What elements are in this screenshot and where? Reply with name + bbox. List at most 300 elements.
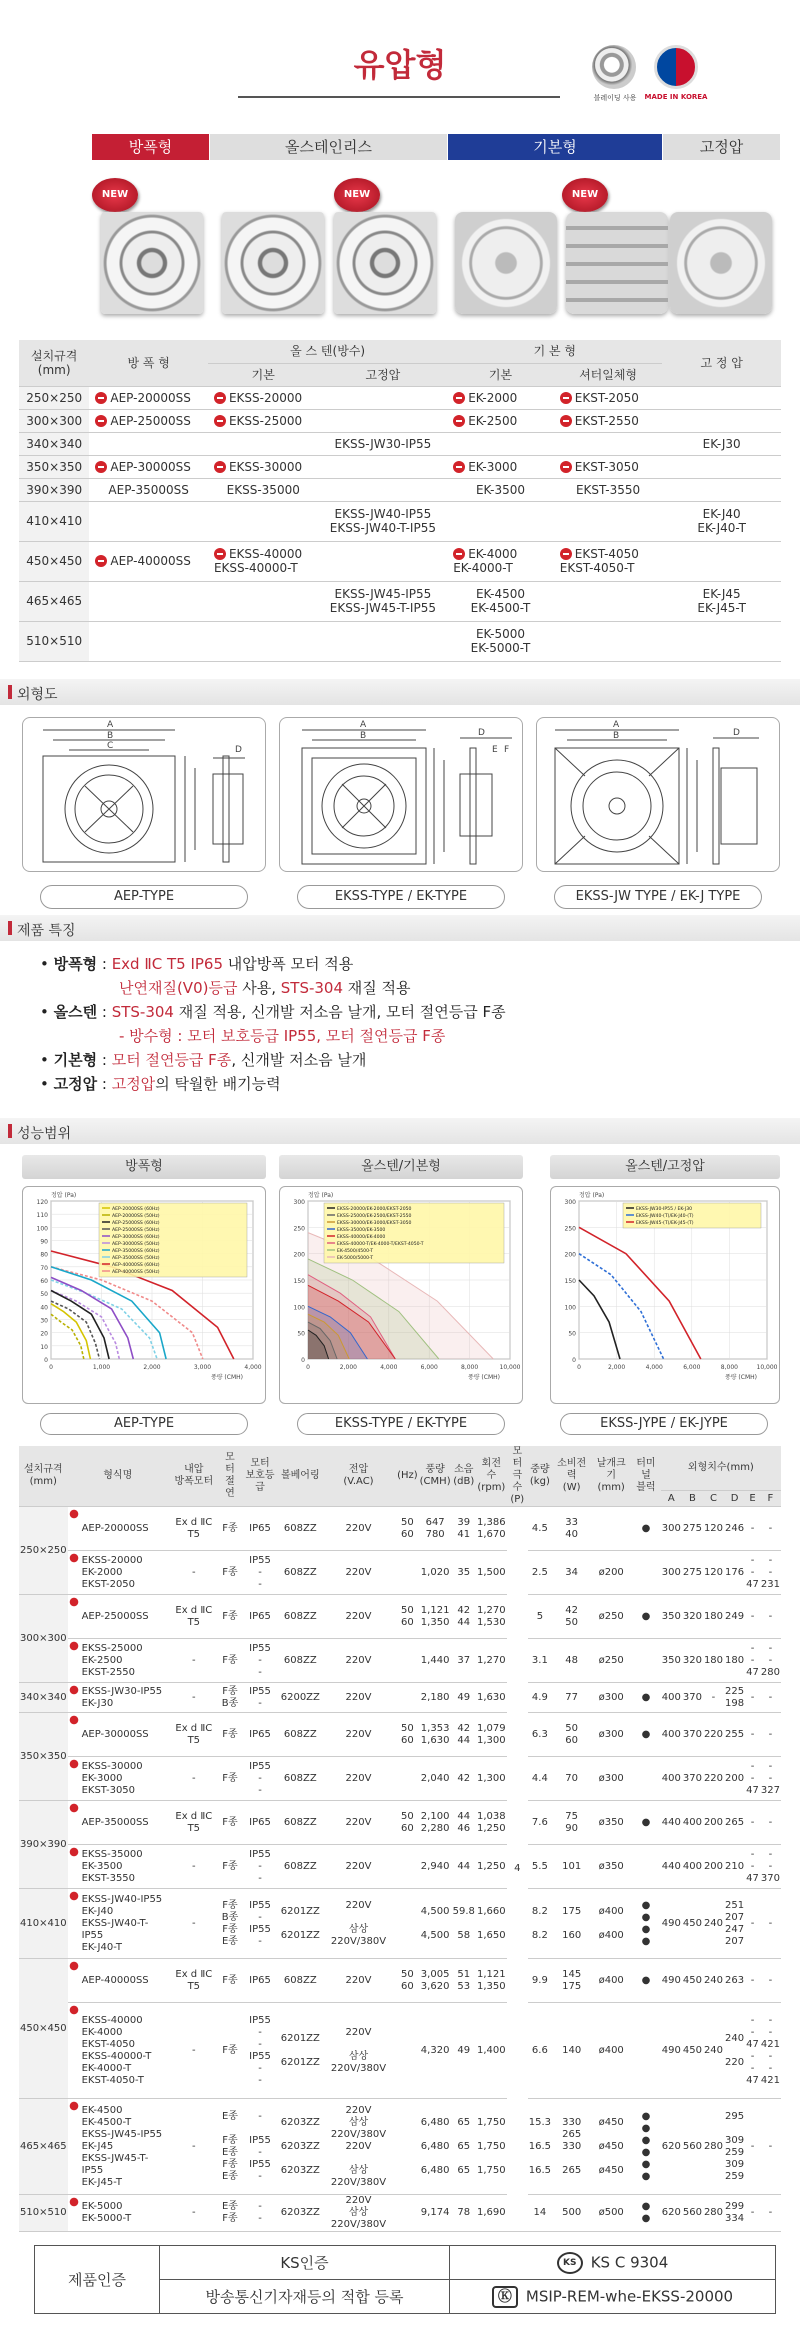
spec-cls: F종 (220, 1551, 241, 1595)
dim-a: A (107, 720, 114, 730)
y-tick-label: 0 (572, 1357, 576, 1364)
spec-hz (396, 1845, 419, 1889)
spec-a: 490 (661, 1889, 682, 1959)
spec-e: - (745, 1959, 760, 2003)
title-underline (238, 96, 560, 98)
legend-entry: AEP-30000SS (60Hz) (112, 1235, 160, 1240)
spec-ip: IP55 - (240, 1683, 279, 1713)
model-cell (89, 581, 208, 621)
feature-text: 모터 절연등급 F종 (111, 1051, 232, 1069)
legend-entry: AEP-35000SS (60Hz) (112, 1249, 160, 1254)
model-cell (447, 386, 554, 409)
spec-a: 490 (661, 1959, 682, 2003)
spec-kg: 2.5 (528, 1551, 552, 1595)
spec-brg: 6200ZZ (280, 1683, 321, 1713)
spec-d: 240 220 (724, 2003, 745, 2099)
model-cell (208, 541, 319, 581)
x-tick-label: 2,000 (143, 1364, 161, 1371)
feature-text: 고정압 (111, 1075, 156, 1093)
cert-kc-value: MSIP-REM-whe-EKSS-20000 (525, 2287, 734, 2305)
y-tick-label: 40 (40, 1304, 48, 1312)
model-cell (89, 409, 208, 432)
spec-tb (631, 1757, 661, 1801)
model-name: EKSS-25000 (228, 413, 303, 428)
spec-b: 370 (682, 1713, 703, 1757)
spec-d: 295 309 259 309 259 (724, 2099, 745, 2195)
model-cell: 250×250 (19, 386, 89, 409)
product-image-ekst (566, 212, 668, 314)
spec-name: EK-4500 EK-4500-T EKSS-JW45-IP55 EK-J45 EKSS-JW45-T-IP55 EK-J45-T (68, 2099, 168, 2195)
model-cell (208, 386, 319, 409)
perf-title-stainless-hp: 올스텐/고정압 (550, 1155, 780, 1179)
spec-b: 560 (682, 2099, 703, 2195)
spec-tb: ● (631, 1713, 661, 1757)
spec-c: 120 (703, 1551, 724, 1595)
model-cell (554, 581, 663, 621)
dim-c: C (107, 741, 114, 751)
spec-header: 터미널 블럭 (631, 1446, 661, 1507)
model-name: AEP-20000SS (110, 390, 191, 405)
spec-row (19, 1889, 781, 1959)
x-tick-label: 0 (49, 1364, 53, 1371)
spec-tb: ● ● ● ● (631, 1889, 661, 1959)
model-mark-icon (560, 548, 572, 560)
spec-rpm: 1,386 1,670 (476, 1507, 507, 1551)
spec-rpm: 1,400 (476, 2003, 507, 2099)
spec-v: 220V (321, 1683, 396, 1713)
legend-entry: EKSS-JW30-IP55 / EK-J30 (636, 1207, 693, 1212)
spec-hz: 50 60 (396, 1959, 419, 2003)
spec-c: 240 (703, 1959, 724, 2003)
made-in-korea-caption: MADE IN KOREA (644, 93, 708, 101)
feature-label: 올스텐 (53, 1003, 98, 1021)
spec-f: - - 421 - - 421 (760, 2003, 781, 2099)
spec-ip: IP65 (240, 1713, 279, 1757)
spec-b: 320 (682, 1595, 703, 1639)
section-performance-title: 성능범위 (17, 1126, 72, 1142)
spec-a: 350 (661, 1639, 682, 1683)
model-cell (208, 621, 319, 661)
new-badge: NEW (562, 178, 608, 212)
spec-f: - (760, 2195, 781, 2232)
spec-e: - (745, 1889, 760, 1959)
x-tick-label: 8,000 (720, 1364, 738, 1371)
spec-cmh: 1,020 (419, 1551, 452, 1595)
feature-text: , 신개발 저소음 날개 (231, 1051, 367, 1069)
spec-ex: - (168, 1639, 220, 1683)
spec-ip: - IP55 - IP55 - (240, 2099, 279, 2195)
model-cell (554, 541, 663, 581)
x-tick-label: 4,000 (380, 1364, 398, 1371)
spec-tb (631, 1845, 661, 1889)
spec-blade: ø400 (591, 1959, 631, 2003)
spec-tb: ● (631, 1959, 661, 2003)
col-high-pressure: 고 정 압 (662, 340, 781, 386)
model-mark-icon (214, 548, 226, 560)
feature-label: 방폭형 (53, 955, 98, 973)
spec-f: - - 327 (760, 1757, 781, 1801)
spec-cmh: 1,440 (419, 1639, 452, 1683)
spec-f: - (760, 2099, 781, 2195)
model-name: EKSS-40000 EKSS-40000-T (213, 547, 303, 575)
spec-a: 620 (661, 2099, 682, 2195)
model-mark-icon (214, 415, 226, 427)
feature-basic: • 기본형 : 모터 절연등급 F종, 신개발 저소음 날개 (40, 1051, 367, 1069)
spec-v: 220V (321, 1639, 396, 1683)
blading-logo-caption: 블레이딩 사용 (593, 94, 637, 102)
spec-hz (396, 2099, 419, 2195)
legend-entry: EKSS-40000/EK-4000 (337, 1235, 386, 1240)
spec-size: 510×510 (19, 2195, 68, 2232)
spec-hz (396, 1551, 419, 1595)
spec-db: 65 65 65 (452, 2099, 476, 2195)
spec-header-dim: F (760, 1491, 781, 1507)
spec-db: 42 (452, 1757, 476, 1801)
model-cell: EK-4500 EK-4500-T (447, 581, 554, 621)
spec-d: 246 (724, 1507, 745, 1551)
model-cell: 390×390 (19, 478, 89, 501)
spec-cmh: 2,100 2,280 (419, 1801, 452, 1845)
spec-w: 50 60 (552, 1713, 591, 1757)
spec-b: 560 (682, 2195, 703, 2232)
spec-rpm: 1,038 1,250 (476, 1801, 507, 1845)
spec-hz (396, 1757, 419, 1801)
model-mark-icon (95, 415, 107, 427)
spec-v: 220V (321, 1845, 396, 1889)
spec-hz (396, 2003, 419, 2099)
spec-w: 500 (552, 2195, 591, 2232)
perf-chart-box-0 (22, 1186, 266, 1404)
spec-c: - (703, 1683, 724, 1713)
model-cell (662, 541, 781, 581)
spec-row (19, 1639, 781, 1683)
spec-db: 59.8 58 (452, 1889, 476, 1959)
spec-db: 44 (452, 1845, 476, 1889)
x-tick-label: 2,000 (608, 1364, 626, 1371)
spec-header-dim: E (745, 1491, 760, 1507)
feature-text: - 방수형 : 모터 보호등급 IP55, 모터 절연등급 F종 (119, 1027, 446, 1045)
model-mark-icon (453, 415, 465, 427)
cert-ks-name: KS인증 (160, 2246, 450, 2280)
model-cell (319, 386, 448, 409)
model-cell (662, 621, 781, 661)
model-cell (447, 409, 554, 432)
spec-table (19, 1446, 781, 2232)
diagram-ekss (279, 717, 523, 872)
model-cell (89, 541, 208, 581)
spec-size: 300×300 (19, 1595, 68, 1683)
section-features-title: 제품 특징 (17, 923, 76, 939)
spec-rpm: 1,660 1,650 (476, 1889, 507, 1959)
model-name: EKST-4050 EKST-4050-T (559, 547, 639, 575)
spec-ex: Ex d ⅡC T5 (168, 1713, 220, 1757)
spec-cmh: 2,180 (419, 1683, 452, 1713)
spec-header: 소음 (dB) (452, 1446, 476, 1507)
model-cell (554, 501, 663, 541)
spec-size: 450×450 (19, 1959, 68, 2099)
spec-size: 390×390 (19, 1801, 68, 1889)
spec-e: - - 47 (745, 1757, 760, 1801)
spec-db: 35 (452, 1551, 476, 1595)
model-name: EKST-2550 (574, 413, 639, 428)
spec-kg: 5.5 (528, 1845, 552, 1889)
spec-name: EKSS-40000 EK-4000 EKST-4050 EKSS-40000-T EK-4000-T EKST-4050-T (68, 2003, 168, 2099)
spec-b: 275 (682, 1551, 703, 1595)
spec-ip: IP55 - - (240, 1757, 279, 1801)
spec-e: - - 47 - - 47 (745, 2003, 760, 2099)
diagram-ekss-jw-drawing (537, 718, 781, 873)
y-tick-label: 0 (301, 1357, 305, 1364)
blading-logo (592, 45, 636, 89)
legend-entry: EKSS-JW40-(T)/EK-J40-(T) (636, 1214, 694, 1219)
feature-text: 재질 적용, 신개발 저소음 날개, 모터 절연등급 F종 (178, 1003, 506, 1021)
product-image-ek-j (670, 212, 772, 314)
spec-hz: 50 60 (396, 1713, 419, 1757)
y-tick-label: 50 (568, 1330, 576, 1338)
spec-cmh: 1,121 1,350 (419, 1595, 452, 1639)
spec-kg: 5 (528, 1595, 552, 1639)
x-tick-label: 3,000 (193, 1364, 212, 1371)
model-cell: EK-J40 EK-J40-T (662, 501, 781, 541)
cert-ks-value: KS C 9304 (590, 2253, 669, 2271)
spec-header: 회전수 (rpm) (476, 1446, 507, 1507)
model-cell: 340×340 (19, 432, 89, 455)
spec-name: EKSS-20000 EK-2000 EKST-2050 (68, 1551, 168, 1595)
spec-e: - - 47 (745, 1551, 760, 1595)
spec-kg: 4.4 (528, 1757, 552, 1801)
spec-f: - (760, 1595, 781, 1639)
x-tick-label: 10,000 (756, 1364, 778, 1371)
spec-ip: IP55 - - (240, 1845, 279, 1889)
legend-entry: AEP-40000SS (50Hz) (112, 1270, 160, 1275)
spec-db: 42 44 (452, 1713, 476, 1757)
feature-text: STS-304 (111, 1003, 174, 1021)
spec-kg: 9.9 (528, 1959, 552, 2003)
spec-hz: 50 60 (396, 1801, 419, 1845)
spec-d: 200 (724, 1757, 745, 1801)
spec-a: 350 (661, 1595, 682, 1639)
spec-ip: IP65 (240, 1595, 279, 1639)
spec-ex: Ex d ⅡC T5 (168, 1959, 220, 2003)
x-axis-label: 풍량 (CMH) (210, 1374, 243, 1381)
spec-e: - (745, 2195, 760, 2232)
spec-cmh: 1,353 1,630 (419, 1713, 452, 1757)
model-mark-icon (453, 461, 465, 473)
spec-w: 140 (552, 2003, 591, 2099)
spec-poles: 4 (507, 1507, 528, 2232)
spec-blade: ø250 (591, 1639, 631, 1683)
spec-e: - (745, 1595, 760, 1639)
spec-brg: 608ZZ (280, 1801, 321, 1845)
spec-c: 240 (703, 2003, 724, 2099)
spec-ex: - (168, 1683, 220, 1713)
spec-rpm: 1,250 (476, 1845, 507, 1889)
perf-chart-box-2 (550, 1186, 780, 1404)
y-tick-label: 50 (40, 1291, 48, 1299)
model-cell (89, 432, 208, 455)
spec-kg: 3.1 (528, 1639, 552, 1683)
spec-rpm: 1,500 (476, 1551, 507, 1595)
spec-cls: F종 (220, 1639, 241, 1683)
spec-ip: IP65 (240, 1959, 279, 2003)
legend-entry: AEP-40000SS (60Hz) (112, 1263, 160, 1268)
table-row (19, 455, 781, 478)
category-high-pressure: 고정압 (663, 134, 780, 160)
table-row (19, 478, 781, 501)
spec-header-dim: D (724, 1491, 745, 1507)
spec-c: 220 (703, 1757, 724, 1801)
spec-v: 220V (321, 1959, 396, 2003)
spec-tb: ● ● (631, 2195, 661, 2232)
dim-d: D (733, 728, 740, 738)
spec-v: 220V (321, 1507, 396, 1551)
model-cell: EK-3500 (447, 478, 554, 501)
spec-row (19, 1959, 781, 2003)
spec-w: 330 265 330 265 (552, 2099, 591, 2195)
perf-title-explosion: 방폭형 (22, 1155, 266, 1179)
spec-e: - (745, 1507, 760, 1551)
cert-kc-name: 방송통신기자재등의 적합 등록 (160, 2280, 450, 2314)
spec-ex: - (168, 2195, 220, 2232)
model-mark-icon (95, 555, 107, 567)
spec-blade (591, 1507, 631, 1551)
spec-tb: ● ● ● ● ● ● (631, 2099, 661, 2195)
sub-stainless-hp: 고정압 (319, 363, 448, 386)
spec-cmh: 4,320 (419, 2003, 452, 2099)
y-tick-label: 80 (40, 1251, 48, 1259)
spec-row (19, 1595, 781, 1639)
model-name: EK-3000 (468, 459, 518, 474)
legend-entry: EKSS-35000/EK-3500 (337, 1228, 386, 1233)
model-mark-icon (214, 392, 226, 404)
feature-explosion-2 (119, 976, 411, 1000)
spec-header: (Hz) (396, 1446, 419, 1507)
model-cell: 510×510 (19, 621, 89, 661)
spec-ip: IP65 (240, 1801, 279, 1845)
spec-brg: 6203ZZ (280, 2195, 321, 2232)
legend-entry: EKSS-JW45-(T)/EK-J45-(T) (636, 1221, 694, 1226)
spec-header: 소비전력 (W) (552, 1446, 591, 1507)
feature-label: 기본형 (53, 1051, 98, 1069)
spec-c: 280 (703, 2099, 724, 2195)
spec-cmh: 2,940 (419, 1845, 452, 1889)
spec-size: 250×250 (19, 1507, 68, 1595)
y-tick-label: 90 (40, 1238, 48, 1246)
category-explosion-proof: 방폭형 (92, 134, 209, 160)
y-axis-label: 정압 (Pa) (579, 1192, 605, 1199)
section-outline (0, 679, 800, 705)
spec-row (19, 1683, 781, 1713)
spec-db: 51 53 (452, 1959, 476, 2003)
y-tick-label: 200 (293, 1251, 305, 1259)
spec-name: EKSS-JW30-IP55 EK-J30 (68, 1683, 168, 1713)
section-features (0, 915, 800, 941)
legend-entry: EKSS-25000/EK-2500/EKST-2550 (337, 1214, 412, 1219)
spec-brg: 608ZZ (280, 1551, 321, 1595)
spec-ip: IP65 (240, 1507, 279, 1551)
spec-a: 400 (661, 1713, 682, 1757)
feature-explosion: • 방폭형 : Exd ⅡC T5 IP65 내압방폭 모터 적용 (40, 955, 354, 973)
spec-ex: - (168, 1551, 220, 1595)
spec-row (19, 2099, 781, 2195)
spec-e: - (745, 1713, 760, 1757)
feature-text: 재질 적용 (347, 979, 411, 997)
col-explosion: 방 폭 형 (89, 340, 208, 386)
spec-db: 37 (452, 1639, 476, 1683)
model-cell (319, 409, 448, 432)
spec-blade: ø400 ø400 (591, 1889, 631, 1959)
feature-waterproof (119, 1024, 445, 1048)
table-row (19, 581, 781, 621)
spec-d: 255 (724, 1713, 745, 1757)
spec-row (19, 2003, 781, 2099)
model-lineup-table (19, 340, 781, 662)
made-in-korea-logo (654, 45, 698, 89)
model-mark-icon (560, 392, 572, 404)
spec-cls: F종 (220, 1713, 241, 1757)
spec-ex: - (168, 2003, 220, 2099)
model-cell (447, 541, 554, 581)
x-axis-label: 풍량 (CMH) (724, 1374, 757, 1381)
spec-ex: Ex d ⅡC T5 (168, 1801, 220, 1845)
spec-d: 180 (724, 1639, 745, 1683)
spec-d: 299 334 (724, 2195, 745, 2232)
spec-w: 101 (552, 1845, 591, 1889)
model-cell (447, 501, 554, 541)
model-cell (554, 432, 663, 455)
perf-chart-ekss (280, 1187, 522, 1403)
spec-e: - - 47 (745, 1845, 760, 1889)
model-cell: EK-J45 EK-J45-T (662, 581, 781, 621)
spec-d: 265 (724, 1801, 745, 1845)
table-row (19, 541, 781, 581)
y-tick-label: 50 (297, 1330, 305, 1338)
model-cell: EKST-3550 (554, 478, 663, 501)
feature-text: 내압방폭 모터 적용 (227, 955, 354, 973)
spec-cls: F종 (220, 1595, 241, 1639)
diagram-label-aep: AEP-TYPE (40, 885, 248, 909)
spec-kg: 6.6 (528, 2003, 552, 2099)
model-cell (208, 409, 319, 432)
dim-b: B (613, 731, 620, 741)
spec-ip: - - (240, 2195, 279, 2232)
x-tick-label: 6,000 (683, 1364, 701, 1371)
spec-e: - - 47 (745, 1639, 760, 1683)
x-tick-label: 0 (306, 1364, 310, 1371)
spec-row (19, 1507, 781, 1551)
diagram-ekss-drawing (280, 718, 524, 873)
spec-f: - (760, 1889, 781, 1959)
table-row (19, 386, 781, 409)
spec-w: 70 (552, 1757, 591, 1801)
dim-b: B (107, 731, 114, 741)
spec-name: EKSS-25000 EK-2500 EKST-2550 (68, 1639, 168, 1683)
spec-cls: F종 (220, 1845, 241, 1889)
spec-b: 370 (682, 1683, 703, 1713)
spec-header-dim: B (682, 1491, 703, 1507)
model-cell (89, 501, 208, 541)
table-row (19, 432, 781, 455)
model-cell (447, 432, 554, 455)
model-cell (89, 621, 208, 661)
spec-blade: ø300 (591, 1713, 631, 1757)
spec-db: 39 41 (452, 1507, 476, 1551)
spec-a: 440 (661, 1801, 682, 1845)
spec-ip: IP55 - - (240, 1639, 279, 1683)
model-cell (554, 621, 663, 661)
feature-stainless: • 올스텐 : STS-304 재질 적용, 신개발 저소음 날개, 모터 절연등급 F종 (40, 1003, 506, 1021)
spec-c: 220 (703, 1713, 724, 1757)
